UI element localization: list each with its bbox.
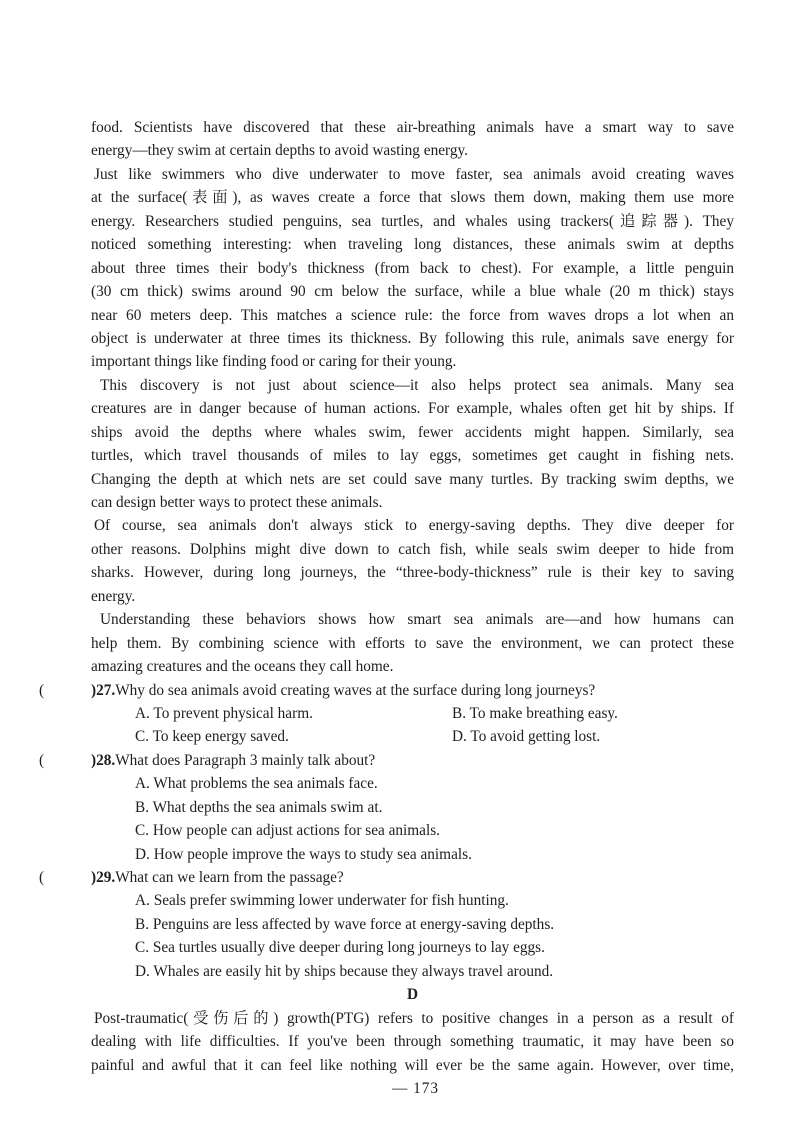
page-number: — 173 (391, 1079, 440, 1097)
document-page (39, 116, 734, 1100)
question-28 (39, 749, 734, 772)
section-heading: D (406, 986, 419, 1004)
text-line: noticed something interesting: when traveling long distances, these animals swim at depths (91, 236, 734, 254)
option-c: C. How people can adjust actions for sea animals. (135, 822, 441, 840)
text-line: Changing the depth at which nets are set could save many turtles. By tracking swim depths, we (91, 470, 734, 488)
text-line: food. Scientists have discovered that these air-breathing animals have a smart way to save (91, 119, 734, 136)
text-line: painful and awful that it can feel like nothing will ever be the same again. However, over time, (91, 1056, 734, 1074)
option-a: A. Seals prefer swimming lower underwater for fish hunting. (135, 892, 509, 910)
text-line: can design better ways to protect these animals. (91, 494, 383, 511)
option-d: D. How people improve the ways to study sea animals. (135, 845, 472, 863)
option-a: A. To prevent physical harm. (135, 704, 313, 722)
text-line: object is underwater at three times its thickness. By following this rule, animals save energy for (91, 329, 734, 347)
text-line: energy—they swim at certain depths to avoid wasting energy. (91, 142, 468, 160)
text-line: help them. By combining science with efforts to save the environment, we can protect these (91, 634, 734, 652)
text-line: Of course, sea animals don't always stick to energy-saving depths. They dive deeper for (94, 517, 734, 535)
question-number: )27. (91, 681, 116, 699)
text-line: dealing with life difficulties. If you've been through something traumatic, it may have been so (91, 1033, 734, 1051)
text-line: about three times their body's thickness (from back to chest). For example, a little penguin (91, 259, 734, 277)
option-a: A. What problems the sea animals face. (135, 775, 378, 793)
answer-blank[interactable]: ( (39, 681, 45, 699)
text-line: energy. (91, 587, 136, 605)
text-line: amazing creatures and the oceans they call home. (91, 658, 394, 676)
option-c: C. To keep energy saved. (135, 728, 289, 746)
text-line: energy. Researchers studied penguins, sea turtles, and whales using trackers(追踪器). They (91, 212, 734, 230)
text-line: creatures are in danger because of human actions. For example, whales often get hit by ships. If (91, 400, 734, 418)
option-d: D. To avoid getting lost. (452, 728, 601, 746)
text-line: (30 cm thick) swims around 90 cm below the surface, while a blue whale (20 m thick) stays (91, 283, 734, 301)
question-number: )29. (91, 869, 116, 886)
question-stem: What does Paragraph 3 mainly talk about? (115, 751, 376, 769)
text-line: sharks. However, during long journeys, the “three-body-thickness” rule is their key to saving (91, 564, 734, 582)
question-number: )28. (91, 751, 116, 769)
question-stem: What can we learn from the passage? (115, 869, 344, 886)
text-line: This discovery is not just about science—it also helps protect sea animals. Many sea (100, 376, 734, 394)
question-stem: Why do sea animals avoid creating waves at the surface during long journeys? (115, 681, 596, 699)
text-line: at the surface(表面), as waves create a force that slows them down, making them use more (91, 189, 734, 207)
question-27 (39, 679, 734, 702)
option-b: B. Penguins are less affected by wave force at energy-saving depths. (135, 915, 555, 933)
option-row (91, 702, 734, 725)
text-line: near 60 meters deep. This matches a science rule: the force from waves drops a lot when an (91, 306, 734, 324)
question-29 (39, 866, 734, 889)
text-line: Just like swimmers who dive underwater to move faster, sea animals avoid creating waves (94, 165, 734, 183)
option-b: B. To make breathing easy. (452, 704, 618, 722)
answer-blank[interactable]: ( (39, 869, 45, 886)
text-line: important things like finding food or caring for their young. (91, 353, 457, 371)
option-c: C. Sea turtles usually dive deeper during long journeys to lay eggs. (135, 939, 545, 957)
option-d: D. Whales are easily hit by ships because they always travel around. (135, 962, 554, 980)
text-line: other reasons. Dolphins might dive down to catch fish, while seals swim deeper to hide from (91, 540, 734, 558)
answer-blank[interactable]: ( (39, 751, 45, 769)
text-line: Understanding these behaviors shows how smart sea animals are—and how humans can (100, 611, 734, 629)
option-b: B. What depths the sea animals swim at. (135, 798, 383, 816)
text-line: turtles, which travel thousands of miles to lay eggs, sometimes get caught in fishing nets. (91, 447, 734, 465)
text-line: ships avoid the depths where whales swim, fewer accidents might happen. Similarly, sea (91, 423, 734, 441)
option-row (91, 725, 734, 748)
text-line: Post-traumatic(受伤后的) growth(PTG) refers to positive changes in a person as a result of (94, 1009, 734, 1027)
